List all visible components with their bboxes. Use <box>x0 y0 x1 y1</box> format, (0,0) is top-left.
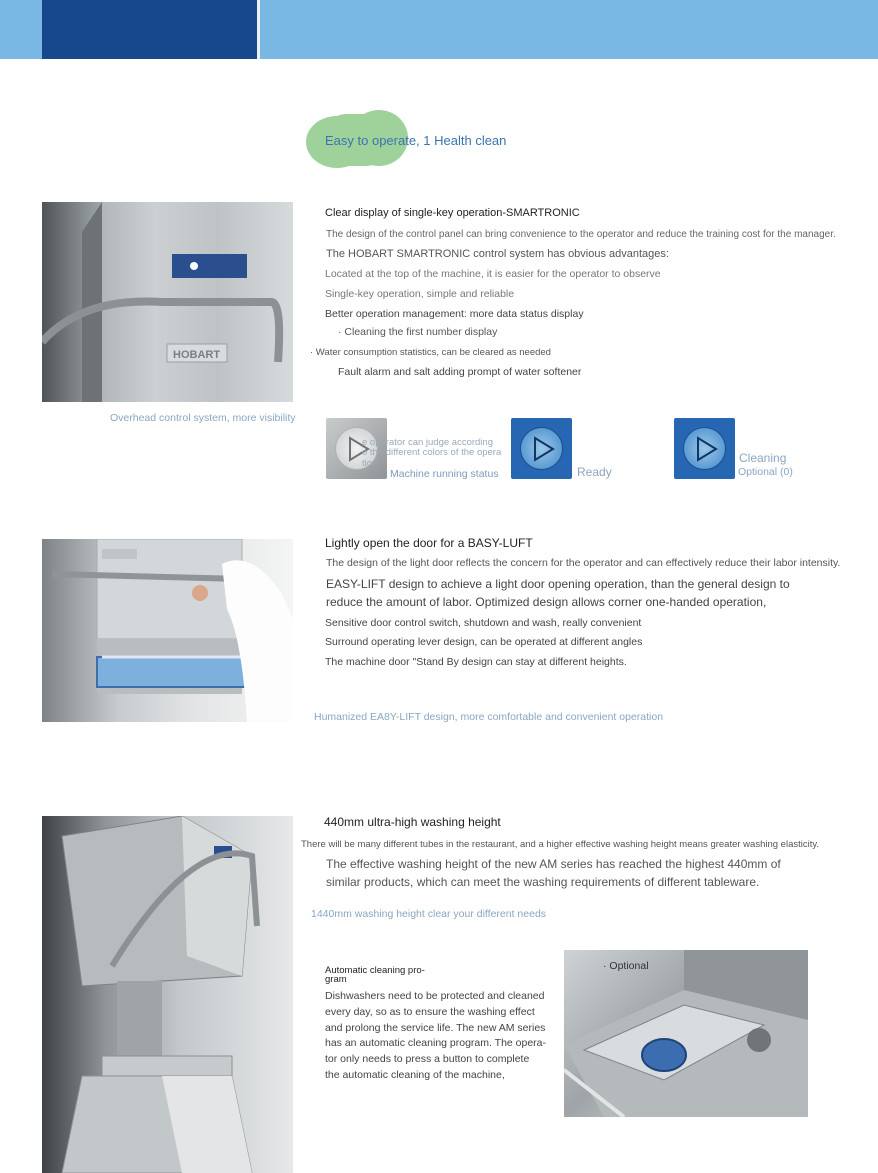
intro-headline: Easy to operate, 1 Health clean <box>325 133 507 148</box>
status-note: tion <box>362 458 378 469</box>
section2-line: EASY-LIFT design to achieve a light door opening operation, than the general design to <box>326 577 790 591</box>
section1-line: · Cleaning the first number display <box>338 326 498 338</box>
section1-line: Single-key operation, simple and reliable <box>325 288 515 300</box>
auto-cleaning-title: Automatic cleaning pro- <box>325 965 425 976</box>
play-cleaning-icon <box>674 418 735 479</box>
section3-line: similar products, which can meet the washing requirements of different tableware. <box>326 875 760 889</box>
section1-line: Located at the top of the machine, it is easier for the operator to observe <box>325 268 661 280</box>
control-panel-photo <box>42 202 293 402</box>
section1-line: Fault alarm and salt adding prompt of water softener <box>338 366 582 378</box>
washing-height-photo <box>42 816 293 1173</box>
section2-line: Surround operating lever design, can be operated at different angles <box>325 636 643 648</box>
svg-text:HOBART: HOBART <box>173 349 221 361</box>
section1-line: Better operation management: more data status display <box>325 308 584 320</box>
easy-lift-title: Lightly open the door for a BASY-LUFT <box>325 536 533 550</box>
section3-line: The effective washing height of the new AM series has reached the highest 440mm of <box>326 857 781 871</box>
section1-line: · Water consumption statistics, can be cleared as needed <box>310 347 551 358</box>
section2-line: The design of the light door reflects the concern for the operator and can effectively reduce their labor intensity. <box>326 557 841 569</box>
washing-height-caption: 1440mm washing height clear your different needs <box>311 908 547 920</box>
play-ready-icon <box>511 418 572 479</box>
easy-lift-photo <box>42 539 293 722</box>
header-divider <box>257 0 260 59</box>
easy-lift-caption: Humanized EA8Y-LIFT design, more comfortable and convenient operation <box>314 711 664 723</box>
washing-height-title: 440mm ultra-high washing height <box>324 815 501 829</box>
smartronic-title: Clear display of single-key operation-SMARTRONIC <box>325 207 580 219</box>
section4-line: and prolong the service life. The new AM series <box>325 1022 546 1034</box>
cleaning-label: Cleaning <box>739 451 787 465</box>
control-caption: Overhead control system, more visibility <box>110 412 296 424</box>
section2-line: The machine door "Stand By design can stay at different heights. <box>325 656 627 668</box>
section1-line: The HOBART SMARTRONIC control system has obvious advantages: <box>326 248 669 260</box>
section4-line: tor only needs to press a button to complete <box>325 1053 530 1065</box>
section2-line: reduce the amount of labor. Optimized design allows corner one-handed operation, <box>326 595 767 609</box>
section2-line: Sensitive door control switch, shutdown and wash, really convenient <box>325 617 642 629</box>
section3-line: There will be many different tubes in the restaurant, and a higher effective washing height means greater washing elasticity. <box>301 839 820 850</box>
auto-cleaning-title: gram <box>325 974 347 985</box>
status-note: o the different colors of the opera <box>362 447 502 458</box>
running-status-label: Machine running status <box>390 468 499 480</box>
section4-line: every day, so as to ensure the washing effect <box>325 1006 535 1018</box>
status-note: e operator can judge according <box>362 437 493 448</box>
section4-line: has an automatic cleaning program. The opera- <box>325 1037 547 1049</box>
section4-line: the automatic cleaning of the machine, <box>325 1069 505 1081</box>
header-band-dark <box>42 0 257 59</box>
optional-count-label: Optional (0) <box>738 466 793 478</box>
optional-label: · Optional <box>603 960 649 972</box>
auto-cleaning-photo <box>564 950 808 1117</box>
ready-label: Ready <box>577 465 612 479</box>
section1-line: The design of the control panel can bring convenience to the operator and reduce the training cost for the manager. <box>326 229 836 240</box>
section4-line: Dishwashers need to be protected and cleaned <box>325 990 545 1002</box>
